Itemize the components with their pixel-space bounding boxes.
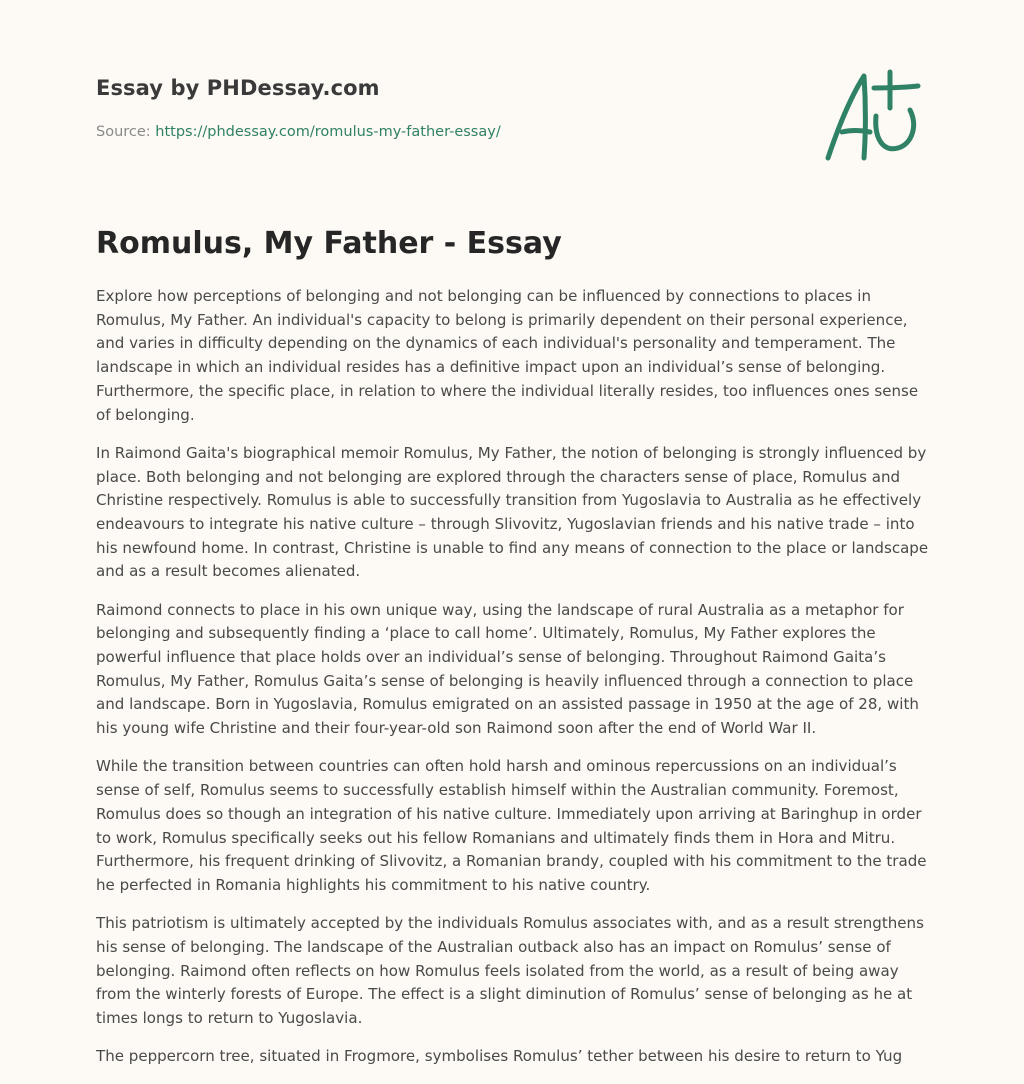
source-line bbox=[96, 124, 501, 140]
paragraph: This patriotism is ultimately accepted by the individuals Romulus associates with, and as a result strengthens his sense of belonging. The landscape of the Australian outback also has an impact on Romulus’ sense of belonging. Raimond often reflects on how Romulus feels isolated from the world, as a result of being away from the winterly forests of Europe. The effect is a slight diminution of Romulus’ sense of belonging as he at times longs to return to Yugoslavia. bbox=[96, 914, 924, 1028]
a-plus-logo-icon bbox=[820, 66, 930, 166]
source-link[interactable]: https://phdessay.com/romulus-my-father-essay/ bbox=[155, 124, 501, 140]
essay-title: Romulus, My Father - Essay bbox=[96, 226, 562, 261]
source-label: Source: bbox=[96, 124, 151, 140]
paragraph: In Raimond Gaita's biographical memoir Romulus, My Father, the notion of belonging is strongly influenced by place. Both belonging and not belonging are explored through the characters sense of place, Romulus and Christine respectively. Romulus is able to successfully transition from Yugoslavia to Australia as he effectively endeavours to integrate his native culture – through Slivovitz, Yugoslavian friends and his native trade – into his newfound home. In contrast, Christine is unable to find any means of connection to the place or landscape and as a result becomes alienated. bbox=[96, 443, 929, 581]
site-title: Essay by PHDessay.com bbox=[96, 76, 380, 100]
essay-body bbox=[96, 285, 932, 1084]
paragraph: While the transition between countries can often hold harsh and ominous repercussions on an individual’s sense of self, Romulus seems to successfully establish himself within the Australian community. Foremost, Romulus does so though an integration of his native culture. Immediately upon arriving at Baringhup in order to work, Romulus specifically seeks out his fellow Romanians and ultimately finds them in Hora and Mitru. Furthermore, his frequent drinking of Slivovitz, a Romanian brandy, coupled with his commitment to the trade he perfected in Romania highlights his commitment to his native country. bbox=[96, 757, 927, 894]
paragraph: Explore how perceptions of belonging and not belonging can be influenced by connections to places in Romulus, My Father. An individual's capacity to belong is primarily dependent on their personal experience, and varies in difficulty depending on the dynamics of each individual's personality and temperament. The landscape in which an individual resides has a definitive impact upon an individual’s sense of belonging. Furthermore, the specific place, in relation to where the individual literally resides, too influences ones sense of belonging. bbox=[96, 287, 919, 424]
paragraph: Raimond connects to place in his own unique way, using the landscape of rural Australia as a metaphor for belonging and subsequently finding a ‘place to call home’. Ultimately, Romulus, My Father explores the powerful influence that place holds over an individual’s sense of belonging. Throughout Raimond Gaita’s Romulus, My Father, Romulus Gaita’s sense of belonging is heavily influenced through a connection to place and landscape. Born in Yugoslavia, Romulus emigrated on an assisted passage in 1950 at the age of 28, with his young wife Christine and their four-year-old son Raimond soon after the end of World War II. bbox=[96, 600, 919, 738]
paragraph: The peppercorn tree, situated in Frogmore, symbolises Romulus’ tether between his desire to return to Yug bbox=[96, 1047, 903, 1066]
